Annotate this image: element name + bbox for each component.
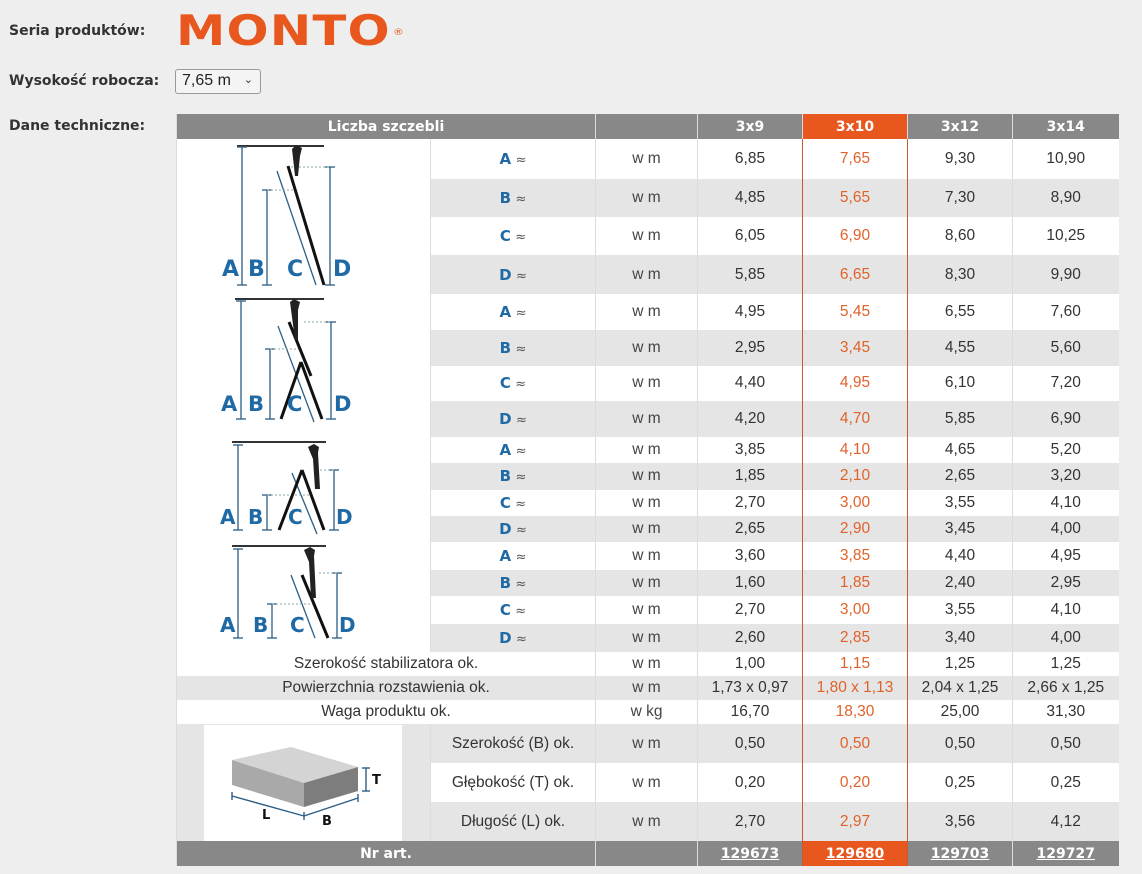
approx-symbol: ≈ <box>515 341 527 357</box>
value-col-3x9: 2,70 <box>698 802 803 841</box>
dimension-key <box>431 542 596 570</box>
article-link[interactable]: 129673 <box>720 845 780 862</box>
approx-symbol: ≈ <box>516 522 527 538</box>
value-col-3x9: 1,60 <box>698 570 803 597</box>
value-col-3x12: 0,50 <box>908 724 1013 763</box>
dimension-letter: A <box>499 441 512 460</box>
dimension-letter: C <box>499 374 511 393</box>
unit-cell: w m <box>596 652 698 676</box>
value-col-3x10: 1,85 <box>803 570 908 597</box>
unit-cell: w m <box>596 437 698 463</box>
value-col-3x12: 3,45 <box>908 516 1013 542</box>
approx-symbol: ≈ <box>515 577 527 593</box>
ladder-extended-lean-diagram <box>177 139 431 294</box>
article-label: Nr art. <box>177 841 596 866</box>
value-col-3x14: 5,60 <box>1013 330 1119 366</box>
dimension-key <box>431 624 596 652</box>
value-col-3x14: 4,10 <box>1013 596 1119 624</box>
unit-cell: w m <box>596 366 698 402</box>
ladder-extended-lean-diagram <box>204 139 404 289</box>
dimension-letter: B <box>499 467 512 486</box>
value-col-3x10: 0,20 <box>803 763 908 802</box>
unit-cell: w m <box>596 330 698 366</box>
value-col-3x14: 9,90 <box>1013 255 1119 294</box>
ladder-single-lean-diagram <box>177 542 431 652</box>
svg-text:D: D <box>333 392 351 416</box>
value-col-3x14: 6,90 <box>1013 401 1119 437</box>
unit-header <box>596 114 698 139</box>
dimension-letter: A <box>499 302 512 321</box>
approx-symbol: ≈ <box>515 496 527 512</box>
value-col-3x12: 4,55 <box>908 330 1013 366</box>
value-col-3x9: 1,73 x 0,97 <box>698 676 803 700</box>
value-col-3x12: 0,25 <box>908 763 1013 802</box>
value-col-3x14: 7,20 <box>1013 366 1119 402</box>
value-col-3x14: 4,00 <box>1013 516 1119 542</box>
table-row <box>177 676 1119 700</box>
brand-logo: MONTO ® <box>176 6 405 55</box>
dimension-letter: D <box>499 629 512 648</box>
value-col-3x10: 6,90 <box>803 217 908 255</box>
value-col-3x9: 2,95 <box>698 330 803 366</box>
unit-cell: w m <box>596 802 698 841</box>
value-col-3x9: 5,85 <box>698 255 803 294</box>
value-col-3x14: 10,25 <box>1013 217 1119 255</box>
unit-cell: w m <box>596 139 698 179</box>
svg-text:C: C <box>286 257 303 282</box>
svg-text:A: A <box>219 613 235 637</box>
value-col-3x9: 6,05 <box>698 217 803 255</box>
table-row <box>177 437 1119 463</box>
table-row <box>177 542 1119 570</box>
value-col-3x14: 10,90 <box>1013 139 1119 179</box>
value-col-3x14: 3,20 <box>1013 463 1119 489</box>
approx-symbol: ≈ <box>516 268 527 284</box>
svg-text:A: A <box>219 505 235 529</box>
value-col-3x14: 7,60 <box>1013 294 1119 330</box>
dimension-key <box>431 294 596 330</box>
unit-cell: w kg <box>596 700 698 724</box>
unit-cell: w m <box>596 179 698 217</box>
unit-cell: w m <box>596 516 698 542</box>
approx-symbol: ≈ <box>516 413 527 429</box>
dimension-key <box>431 217 596 255</box>
row-label: Długość (L) ok. <box>431 802 596 841</box>
value-col-3x12: 2,65 <box>908 463 1013 489</box>
row-label: Powierzchnia rozstawienia ok. <box>177 676 596 700</box>
col-3x12: 3x12 <box>908 114 1013 139</box>
unit-cell: w m <box>596 596 698 624</box>
dimension-letter: B <box>499 338 512 357</box>
dimension-letter: C <box>499 493 511 512</box>
value-col-3x9: 4,85 <box>698 179 803 217</box>
chevron-down-icon: ⌄ <box>243 74 253 86</box>
svg-text:B: B <box>247 392 264 416</box>
value-col-3x10: 2,97 <box>803 802 908 841</box>
value-col-3x14: 4,00 <box>1013 624 1119 652</box>
value-col-3x14: 2,66 x 1,25 <box>1013 676 1119 700</box>
dimension-key <box>431 570 596 597</box>
svg-text:B: B <box>252 613 268 637</box>
dimension-letter: C <box>499 601 511 620</box>
value-col-3x12: 5,85 <box>908 401 1013 437</box>
value-col-3x10: 18,30 <box>803 700 908 724</box>
table-row <box>177 652 1119 676</box>
ladder-a-frame-extension-diagram <box>177 294 431 437</box>
package-box-dimensions-diagram <box>177 724 431 841</box>
value-col-3x9: 2,70 <box>698 490 803 516</box>
unit-cell: w m <box>596 624 698 652</box>
value-col-3x9: 2,70 <box>698 596 803 624</box>
article-cell-col-3x12 <box>908 841 1013 866</box>
value-col-3x9: 4,95 <box>698 294 803 330</box>
height-select-value: 7,65 m <box>182 72 231 89</box>
unit-cell: w m <box>596 570 698 597</box>
value-col-3x10: 5,45 <box>803 294 908 330</box>
svg-text:B: B <box>247 505 263 529</box>
value-col-3x10: 2,90 <box>803 516 908 542</box>
value-col-3x9: 3,60 <box>698 542 803 570</box>
unit-cell: w m <box>596 724 698 763</box>
value-col-3x9: 0,50 <box>698 724 803 763</box>
article-link[interactable]: 129727 <box>1036 845 1095 862</box>
article-cell-col-3x14 <box>1013 841 1119 866</box>
value-col-3x10: 3,00 <box>803 490 908 516</box>
unit-cell: w m <box>596 542 698 570</box>
dimension-key <box>431 490 596 516</box>
value-col-3x12: 4,65 <box>908 437 1013 463</box>
value-col-3x12: 1,25 <box>908 652 1013 676</box>
unit-cell: w m <box>596 463 698 489</box>
ladder-single-lean-diagram <box>204 542 404 647</box>
approx-symbol: ≈ <box>515 152 527 168</box>
ladder-a-frame-extension-diagram <box>204 294 404 432</box>
value-col-3x10: 1,15 <box>803 652 908 676</box>
table-row <box>177 724 1119 763</box>
article-unit-empty <box>596 841 698 866</box>
row-label: Szerokość (B) ok. <box>431 724 596 763</box>
dimension-letter: B <box>499 574 512 593</box>
unit-cell: w m <box>596 294 698 330</box>
value-col-3x10: 5,65 <box>803 179 908 217</box>
col-3x9: 3x9 <box>698 114 803 139</box>
value-col-3x10: 2,10 <box>803 463 908 489</box>
svg-text:L: L <box>262 807 271 823</box>
unit-cell: w m <box>596 490 698 516</box>
value-col-3x12: 3,55 <box>908 490 1013 516</box>
value-col-3x14: 8,90 <box>1013 179 1119 217</box>
height-select[interactable] <box>175 69 261 94</box>
value-col-3x9: 3,85 <box>698 437 803 463</box>
value-col-3x9: 2,60 <box>698 624 803 652</box>
table-header <box>177 114 1119 139</box>
svg-text:C: C <box>287 505 303 529</box>
value-col-3x12: 8,30 <box>908 255 1013 294</box>
dimension-key <box>431 596 596 624</box>
spec-table <box>176 114 1119 866</box>
value-col-3x9: 2,65 <box>698 516 803 542</box>
table-row <box>177 700 1119 724</box>
value-col-3x12: 6,10 <box>908 366 1013 402</box>
approx-symbol: ≈ <box>515 377 527 393</box>
steps-header: Liczba szczebli <box>177 114 596 139</box>
article-cell-col-3x9 <box>698 841 803 866</box>
dimension-letter: A <box>499 546 512 565</box>
dimension-letter: D <box>499 519 512 538</box>
unit-cell: w m <box>596 763 698 802</box>
col-3x14: 3x14 <box>1013 114 1119 139</box>
svg-text:D: D <box>338 613 356 637</box>
series-label: Seria produktów: <box>9 23 146 39</box>
value-col-3x12: 8,60 <box>908 217 1013 255</box>
unit-cell: w m <box>596 217 698 255</box>
article-link[interactable]: 129680 <box>825 845 885 862</box>
value-col-3x10: 7,65 <box>803 139 908 179</box>
table-row <box>177 294 1119 330</box>
value-col-3x9: 4,20 <box>698 401 803 437</box>
ladder-a-frame-diagram <box>204 437 404 537</box>
value-col-3x10: 2,85 <box>803 624 908 652</box>
value-col-3x10: 6,65 <box>803 255 908 294</box>
value-col-3x9: 1,85 <box>698 463 803 489</box>
value-col-3x10: 4,70 <box>803 401 908 437</box>
value-col-3x10: 3,85 <box>803 542 908 570</box>
row-label: Szerokość stabilizatora ok. <box>177 652 596 676</box>
approx-symbol: ≈ <box>515 444 527 460</box>
value-col-3x12: 25,00 <box>908 700 1013 724</box>
approx-symbol: ≈ <box>515 549 527 565</box>
height-label: Wysokość robocza: <box>9 73 160 89</box>
dimension-key <box>431 366 596 402</box>
value-col-3x12: 2,04 x 1,25 <box>908 676 1013 700</box>
unit-cell: w m <box>596 401 698 437</box>
dimension-key <box>431 330 596 366</box>
ladder-a-frame-diagram <box>177 437 431 542</box>
svg-text:B: B <box>322 813 332 829</box>
row-label: Waga produktu ok. <box>177 700 596 724</box>
dimension-letter: D <box>499 265 512 284</box>
approx-symbol: ≈ <box>516 632 527 648</box>
svg-text:C: C <box>286 392 302 416</box>
unit-cell: w m <box>596 255 698 294</box>
value-col-3x10: 3,45 <box>803 330 908 366</box>
value-col-3x12: 3,56 <box>908 802 1013 841</box>
dimension-letter: B <box>499 188 512 207</box>
value-col-3x10: 0,50 <box>803 724 908 763</box>
value-col-3x10: 4,95 <box>803 366 908 402</box>
value-col-3x12: 3,55 <box>908 596 1013 624</box>
dimension-letter: C <box>499 227 511 246</box>
value-col-3x14: 0,25 <box>1013 763 1119 802</box>
package-box-icon <box>204 725 402 841</box>
approx-symbol: ≈ <box>515 470 527 486</box>
value-col-3x12: 4,40 <box>908 542 1013 570</box>
value-col-3x14: 4,10 <box>1013 490 1119 516</box>
dimension-key <box>431 179 596 217</box>
dimension-key <box>431 516 596 542</box>
svg-text:D: D <box>332 257 351 282</box>
value-col-3x9: 16,70 <box>698 700 803 724</box>
value-col-3x14: 1,25 <box>1013 652 1119 676</box>
value-col-3x14: 5,20 <box>1013 437 1119 463</box>
value-col-3x10: 3,00 <box>803 596 908 624</box>
article-cell-col-3x10 <box>803 841 908 866</box>
table-row <box>177 139 1119 179</box>
svg-text:A: A <box>220 392 237 416</box>
unit-cell: w m <box>596 676 698 700</box>
approx-symbol: ≈ <box>515 305 527 321</box>
dimension-letter: D <box>499 410 512 429</box>
row-label: Głębokość (T) ok. <box>431 763 596 802</box>
value-col-3x14: 2,95 <box>1013 570 1119 597</box>
svg-text:D: D <box>335 505 353 529</box>
value-col-3x12: 9,30 <box>908 139 1013 179</box>
value-col-3x12: 2,40 <box>908 570 1013 597</box>
value-col-3x9: 4,40 <box>698 366 803 402</box>
value-col-3x14: 4,95 <box>1013 542 1119 570</box>
value-col-3x9: 1,00 <box>698 652 803 676</box>
value-col-3x10: 4,10 <box>803 437 908 463</box>
article-number-row <box>177 841 1119 866</box>
dimension-key <box>431 437 596 463</box>
dimension-key <box>431 139 596 179</box>
approx-symbol: ≈ <box>515 191 527 207</box>
svg-text:C: C <box>289 613 305 637</box>
value-col-3x14: 0,50 <box>1013 724 1119 763</box>
value-col-3x12: 7,30 <box>908 179 1013 217</box>
article-link[interactable]: 129703 <box>930 845 990 862</box>
svg-text:A: A <box>221 257 239 282</box>
approx-symbol: ≈ <box>515 604 527 620</box>
dimension-key <box>431 401 596 437</box>
value-col-3x12: 3,40 <box>908 624 1013 652</box>
value-col-3x9: 0,20 <box>698 763 803 802</box>
value-col-3x14: 31,30 <box>1013 700 1119 724</box>
approx-symbol: ≈ <box>515 230 527 246</box>
value-col-3x9: 6,85 <box>698 139 803 179</box>
value-col-3x10: 1,80 x 1,13 <box>803 676 908 700</box>
svg-text:T: T <box>372 772 381 788</box>
value-col-3x12: 6,55 <box>908 294 1013 330</box>
col-3x10: 3x10 <box>803 114 908 139</box>
svg-text:B: B <box>247 257 265 282</box>
dimension-letter: A <box>499 149 512 168</box>
tech-label: Dane techniczne: <box>9 118 146 134</box>
dimension-key <box>431 255 596 294</box>
dimension-key <box>431 463 596 489</box>
value-col-3x14: 4,12 <box>1013 802 1119 841</box>
